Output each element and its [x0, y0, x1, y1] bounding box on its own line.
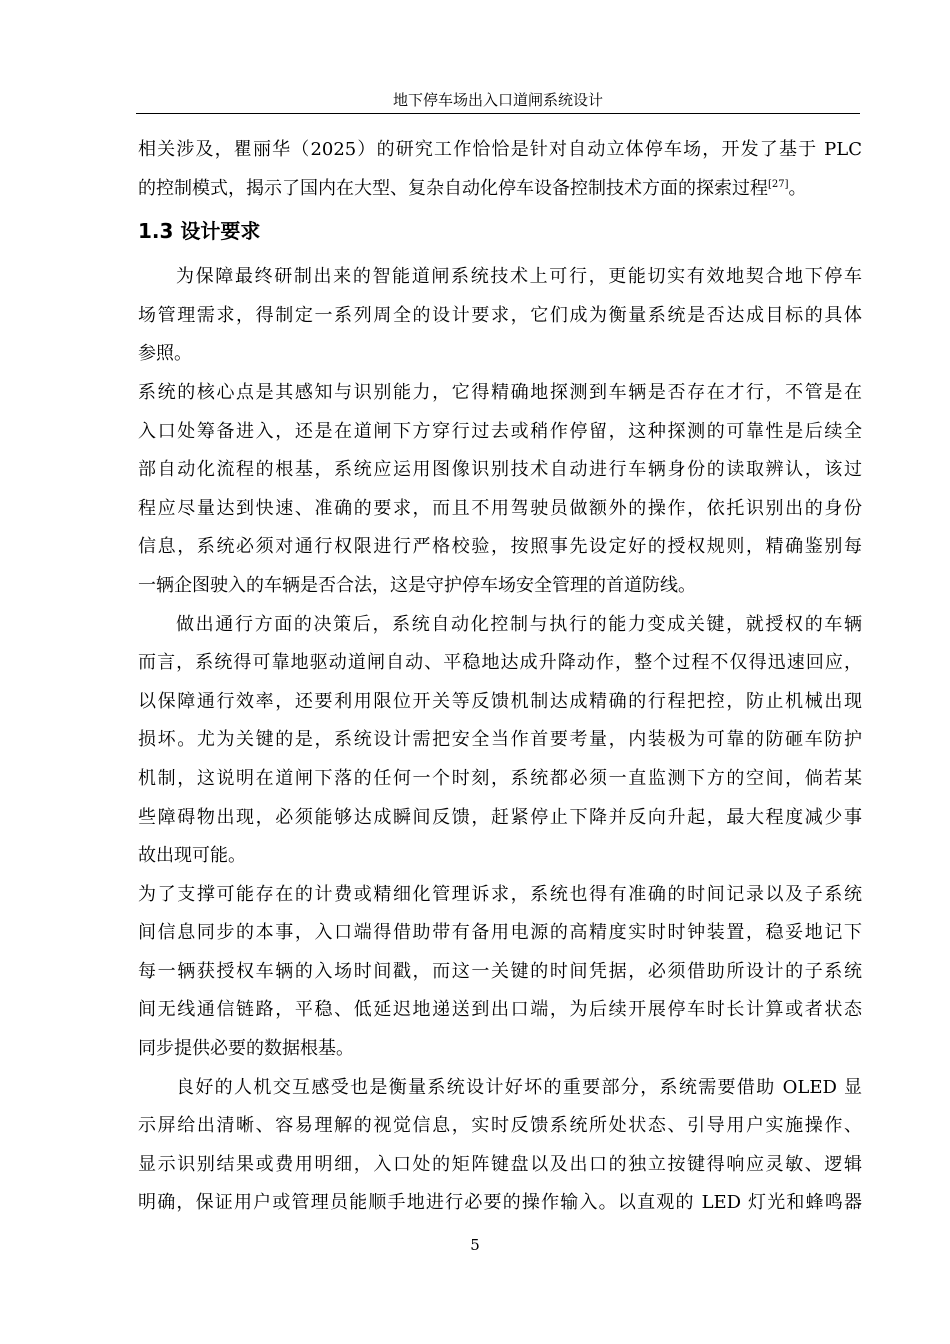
text-line: 部自动化流程的根基，系统应运用图像识别技术自动进行车辆身份的读取辨认，该过	[138, 459, 862, 481]
text-line: 间无线通信链路，平稳、低延迟地递送到出口端，为后续开展停车时长计算或者状态	[138, 999, 862, 1021]
text-line: 程应尽量达到快速、准确的要求，而且不用驾驶员做额外的操作，依托识别出的身份	[138, 497, 862, 519]
text-line: 同步提供必要的数据根基。	[138, 1038, 354, 1060]
intro-paragraph	[138, 131, 862, 208]
text-line: 机制，这说明在道闸下落的任何一个时刻，系统都必须一直监测下方的空间，倘若某	[138, 767, 862, 789]
text-line	[138, 170, 862, 209]
text-line: 故出现可能。	[138, 845, 246, 867]
header-rule	[136, 113, 860, 114]
text-line: 为保障最终研制出来的智能道闸系统技术上可行，更能切实有效地契合地下停车	[176, 266, 862, 288]
text-line: 系统的核心点是其感知与识别能力，它得精确地探测到车辆是否存在才行，不管是在	[138, 381, 862, 403]
text-line: 一辆企图驶入的车辆是否合法，这是守护停车场安全管理的首道防线。	[138, 574, 696, 596]
paragraph-3	[138, 606, 862, 876]
citation-ref: [27]	[768, 178, 789, 190]
text-line: 入口处筹备进入，还是在道闸下方穿行过去或稍作停留，这种探测的可靠性是后续全	[138, 420, 862, 442]
paragraph-1	[138, 258, 862, 374]
text-line: 每一辆获授权车辆的入场时间戳，而这一关键的时间凭据，必须借助所设计的子系统	[138, 960, 862, 982]
page-content	[138, 131, 862, 1223]
text-line: 明确，保证用户或管理员能顺手地进行必要的操作输入。以直观的 LED 灯光和蜂鸣器	[138, 1192, 862, 1214]
text-line: 参照。	[138, 343, 192, 365]
text-line: 为了支撑可能存在的计费或精细化管理诉求，系统也得有准确的时间记录以及子系统	[138, 883, 862, 905]
page-number: 5	[470, 1236, 480, 1254]
text-line: 示屏给出清晰、容易理解的视觉信息，实时反馈系统所处状态、引导用户实施操作、	[138, 1115, 862, 1137]
text-line: 信息，系统必须对通行权限进行严格校验，按照事先设定好的授权规则，精确鉴别每	[138, 536, 862, 558]
section-heading: 1.3 设计要求	[138, 219, 261, 244]
text-line: 而言，系统得可靠地驱动道闸自动、平稳地达成升降动作，整个过程不仅得迅速回应，	[138, 652, 862, 674]
text-line: 以保障通行效率，还要利用限位开关等反馈机制达成精确的行程把控，防止机械出现	[138, 690, 862, 712]
text-line: 损坏。尤为关键的是，系统设计需把安全当作首要考量，内装极为可靠的防砸车防护	[138, 729, 862, 751]
text-line: 些障碍物出现，必须能够达成瞬间反馈，赶紧停止下降并反向升起，最大程度减少事	[138, 806, 862, 828]
text-line: 间信息同步的本事，入口端得借助带有备用电源的高精度实时时钟装置，稳妥地记下	[138, 922, 862, 944]
text-line: 场管理需求，得制定一系列周全的设计要求，它们成为衡量系统是否达成目标的具体	[138, 304, 862, 326]
text-line: 显示识别结果或费用明细，入口处的矩阵键盘以及出口的独立按键得响应灵敏、逻辑	[138, 1153, 862, 1175]
text-run: 的控制模式，揭示了国内在大型、复杂自动化停车设备控制技术方面的探索过程	[138, 177, 768, 199]
text-line: 良好的人机交互感受也是衡量系统设计好坏的重要部分，系统需要借助 OLED 显	[176, 1076, 862, 1098]
paragraph-4	[138, 876, 862, 1069]
paragraph-2	[138, 374, 862, 606]
paragraph-5	[138, 1069, 862, 1223]
text-run: 。	[788, 177, 807, 199]
text-line: 相关涉及，瞿丽华（2025）的研究工作恰恰是针对自动立体停车场，开发了基于 PLC	[138, 139, 862, 160]
running-header: 地下停车场出入口道闸系统设计	[392, 91, 603, 109]
text-line: 做出通行方面的决策后，系统自动化控制与执行的能力变成关键，就授权的车辆	[176, 613, 862, 635]
